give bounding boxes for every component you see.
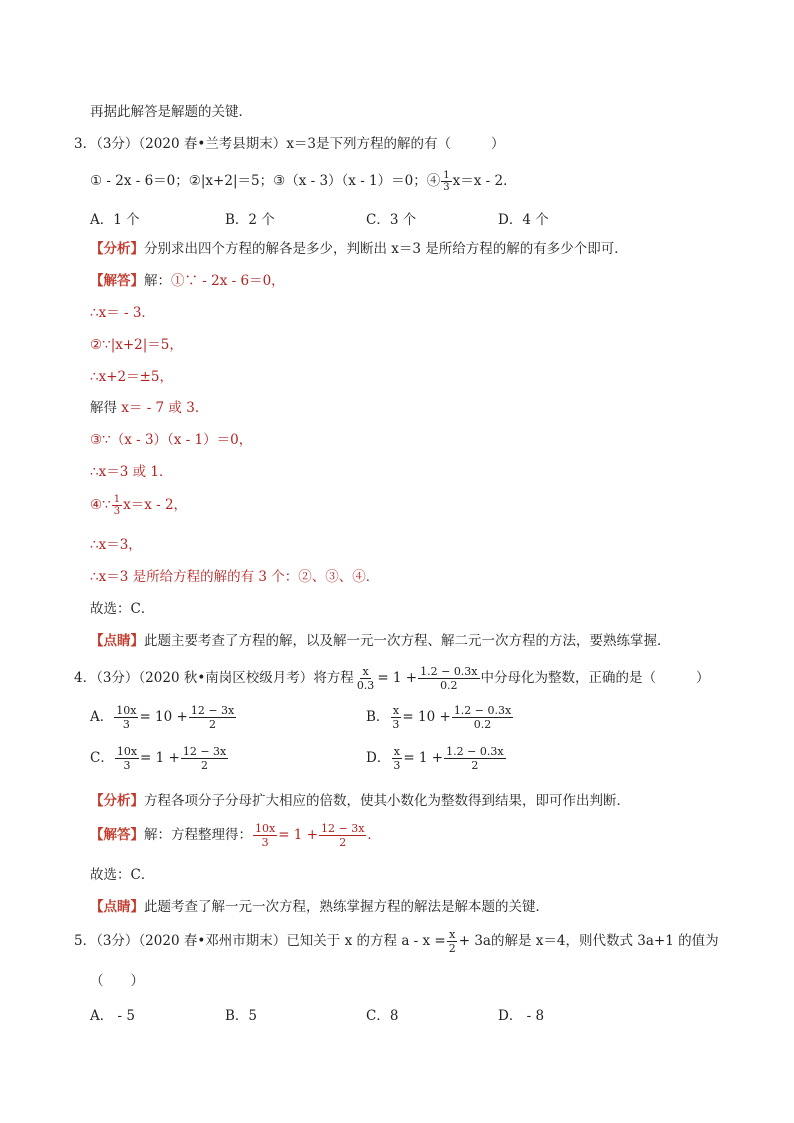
q4-option-d-frac2	[444, 745, 505, 772]
q4-option-d-label: D．	[366, 750, 391, 766]
q3-answer-step5	[90, 399, 208, 417]
q4-stem	[74, 663, 710, 693]
q4-option-c[interactable]	[90, 745, 229, 772]
q4-option-c-d1: 3	[123, 759, 131, 772]
q3-answer-step8-prefix: ④∵	[90, 497, 111, 513]
answer-tag: 【解答】	[90, 827, 144, 843]
q4-answer-d1: 3	[261, 836, 269, 849]
q3-choice: 故选：C．	[90, 601, 155, 617]
q4-comment	[90, 898, 549, 916]
q5-option-a[interactable]: A． - 5	[90, 1008, 135, 1024]
q4-stem-frac1-num: x	[362, 665, 369, 678]
q3-eq2: ②|x+2|＝5；	[188, 173, 274, 189]
q3-option-d[interactable]: D．4 个	[498, 212, 549, 228]
q5-stem-frac	[447, 928, 458, 955]
q5-stem-frac-num: x	[449, 928, 456, 941]
q3-answer-step8-num: 1	[113, 494, 121, 505]
comment-tag: 【点睛】	[90, 633, 144, 649]
q4-stem-pre: 将方程	[313, 670, 354, 686]
q3-answer-step5-value: x＝ - 7 或 3．	[121, 400, 209, 416]
q4-stem-frac1-den: 0.3	[356, 679, 375, 692]
q4-option-a-d2: 2	[209, 718, 217, 731]
q4-answer-end: ．	[367, 827, 381, 843]
q3-answer-step9: ∴x＝3，	[90, 537, 142, 553]
analysis-tag: 【分析】	[90, 793, 144, 809]
q4-answer-frac1	[253, 822, 277, 849]
q4-option-b-frac2	[452, 704, 513, 731]
q4-option-a-frac2	[189, 704, 236, 731]
q3-answer-step1: ①∵ - 2x - 6＝0，	[171, 273, 285, 289]
q3-comment	[90, 632, 671, 650]
q3-answer-step2: ∴x＝ - 3．	[90, 305, 155, 321]
q4-answer-n2: 12 − 3x	[321, 822, 365, 835]
q3-answer-step8	[90, 494, 187, 517]
q3-answer-step4: ∴x+2＝±5，	[90, 369, 174, 385]
q5-stem-eq-b: + 3a	[458, 933, 491, 949]
q3-x3: x＝3	[286, 136, 317, 152]
q3-answer-step7: ∴x＝3 或 1．	[90, 464, 173, 480]
q4-answer-text: 解：方程整理得：	[144, 827, 252, 843]
intro-line: 再据此解答是解题的关键．	[90, 104, 252, 120]
q4-option-c-frac1	[115, 745, 139, 772]
q4-answer-equation	[252, 822, 381, 849]
q5-option-d[interactable]: D． - 8	[498, 1008, 545, 1024]
q4-score: （3分）	[96, 670, 139, 686]
answer-tag: 【解答】	[90, 273, 144, 289]
analysis-tag: 【分析】	[90, 241, 144, 257]
q4-option-a-mid: = 10 +	[139, 709, 188, 725]
q4-option-a-d1: 3	[122, 718, 130, 731]
q4-analysis	[90, 792, 630, 810]
q3-answer-step3: ②∵|x+2|＝5，	[90, 337, 183, 353]
q4-answer-d2: 2	[339, 836, 347, 849]
q3-answer-step8-fraction	[112, 494, 122, 517]
q5-source: （2020 春•邓州市期末）	[138, 933, 287, 949]
q3-number: 3．	[74, 136, 97, 152]
q4-option-d-d1: 3	[393, 759, 401, 772]
q3-eq4-num: 1	[443, 170, 450, 181]
q4-option-d-d2: 2	[471, 759, 479, 772]
q4-option-b[interactable]	[366, 704, 514, 731]
q4-stem-frac2-num: 1.2 − 0.3x	[420, 665, 478, 678]
q3-eq4-den: 3	[443, 182, 450, 193]
q3-answer-step6: ③∵（x - 3）（x - 1）＝0，	[90, 432, 253, 448]
q3-option-a[interactable]: A．1 个	[90, 212, 140, 228]
q4-option-d-n1: x	[393, 745, 400, 758]
q3-analysis-text: 分别求出四个方程的解各是多少，判断出 x＝3 是所给方程的解的有多少个即可．	[144, 241, 628, 257]
q3-answer-step8-den: 3	[113, 506, 121, 517]
q3-eq4-fraction	[441, 170, 451, 193]
q4-option-c-mid: = 1 +	[140, 750, 180, 766]
q4-stem-close: ）	[696, 670, 710, 686]
comment-tag: 【点睛】	[90, 899, 144, 915]
q4-option-b-d2: 0.2	[473, 718, 492, 731]
q5-option-c[interactable]: C．8	[366, 1008, 399, 1024]
q4-option-d-mid: = 1 +	[403, 750, 444, 766]
q4-option-c-n1: 10x	[116, 745, 138, 758]
q4-option-b-frac1	[390, 704, 401, 731]
q4-option-c-n2: 12 − 3x	[182, 745, 227, 758]
q4-answer-frac2	[319, 822, 366, 849]
q4-stem-frac1	[355, 665, 377, 692]
q5-score: （3分）	[96, 933, 139, 949]
q3-comment-text: 此题主要考查了方程的解，以及解一元一次方程、解二元一次方程的方法，要熟练掌握．	[144, 633, 671, 649]
q4-comment-text: 此题考查了解一元一次方程，熟练掌握方程的解法是解本题的关键．	[144, 899, 549, 915]
q5-option-b[interactable]: B．5	[225, 1008, 258, 1024]
q4-option-b-d1: 3	[392, 718, 400, 731]
q4-stem-frac2-den: 0.2	[440, 679, 458, 692]
q4-stem-mid: = 1 +	[377, 670, 418, 686]
q3-stem	[74, 135, 505, 153]
q4-answer	[90, 820, 381, 850]
q5-stem-pre: 已知关于 x 的方程	[286, 933, 402, 949]
q5-paren: （ ）	[90, 973, 144, 989]
q4-option-a-frac1	[114, 704, 138, 731]
q4-option-a-n2: 12 − 3x	[190, 704, 235, 717]
q4-option-d[interactable]	[366, 745, 507, 772]
q4-option-c-frac2	[181, 745, 228, 772]
q4-source: （2020 秋•南岗区校级月考）	[138, 670, 314, 686]
q4-answer-mid: = 1 +	[278, 827, 318, 843]
q4-number: 4．	[74, 670, 97, 686]
q3-answer-step10: ∴x＝3 是所给方程的解的有 3 个：②、③、④．	[90, 569, 380, 585]
q3-analysis	[90, 240, 628, 258]
q4-answer-n1: 10x	[255, 822, 276, 835]
q5-stem-frac-den: 2	[448, 942, 456, 955]
q3-answer-step5-prefix: 解得	[90, 400, 122, 416]
q5-stem-eq-a: a - x =	[401, 933, 446, 949]
q5-stem-post: 的解是 x＝4，则代数式 3a+1 的值为	[490, 933, 719, 949]
q4-stem-frac2	[418, 665, 479, 692]
q4-choice: 故选：C．	[90, 867, 155, 883]
q3-option-c[interactable]: C．3 个	[366, 212, 417, 228]
q3-stem-text: 是下列方程的解的有（	[316, 136, 452, 152]
q3-equations	[90, 170, 517, 193]
q4-option-b-mid: = 10 +	[402, 709, 451, 725]
q4-analysis-text: 方程各项分子分母扩大相应的倍数，使其小数化为整数得到结果，即可作出判断．	[144, 793, 630, 809]
q4-option-c-d2: 2	[201, 759, 209, 772]
q4-option-a-label: A．	[90, 709, 114, 725]
q5-number: 5．	[74, 933, 97, 949]
q4-option-d-n2: 1.2 − 0.3x	[446, 745, 504, 758]
q3-answer-lead: 解：	[144, 273, 171, 289]
q3-stem-close: ）	[491, 136, 505, 152]
q4-option-b-n1: x	[392, 704, 400, 717]
q3-eq1: ① - 2x - 6＝0；	[90, 173, 189, 189]
q3-eq3: ③（x - 3）（x - 1）＝0；	[273, 173, 427, 189]
q3-answer-step8-suffix: x＝x - 2，	[123, 497, 188, 513]
q3-eq4-prefix: ④	[426, 173, 441, 189]
q4-stem-post: 中分母化为整数，正确的是（	[480, 670, 657, 686]
q3-score: （3分）	[96, 136, 139, 152]
q4-option-c-label: C．	[90, 750, 114, 766]
q4-option-b-label: B．	[366, 709, 390, 725]
q3-answer-line	[90, 272, 285, 290]
q4-option-a-n1: 10x	[116, 704, 137, 717]
q3-eq4-suffix: x＝x - 2．	[452, 173, 517, 189]
q5-stem	[74, 926, 719, 956]
q4-option-b-n2: 1.2 − 0.3x	[453, 704, 512, 717]
q4-option-d-frac1	[391, 745, 402, 772]
q4-option-a[interactable]	[90, 704, 237, 731]
q3-option-b[interactable]: B．2 个	[225, 212, 275, 228]
q3-source: （2020 春•兰考县期末）	[138, 136, 287, 152]
